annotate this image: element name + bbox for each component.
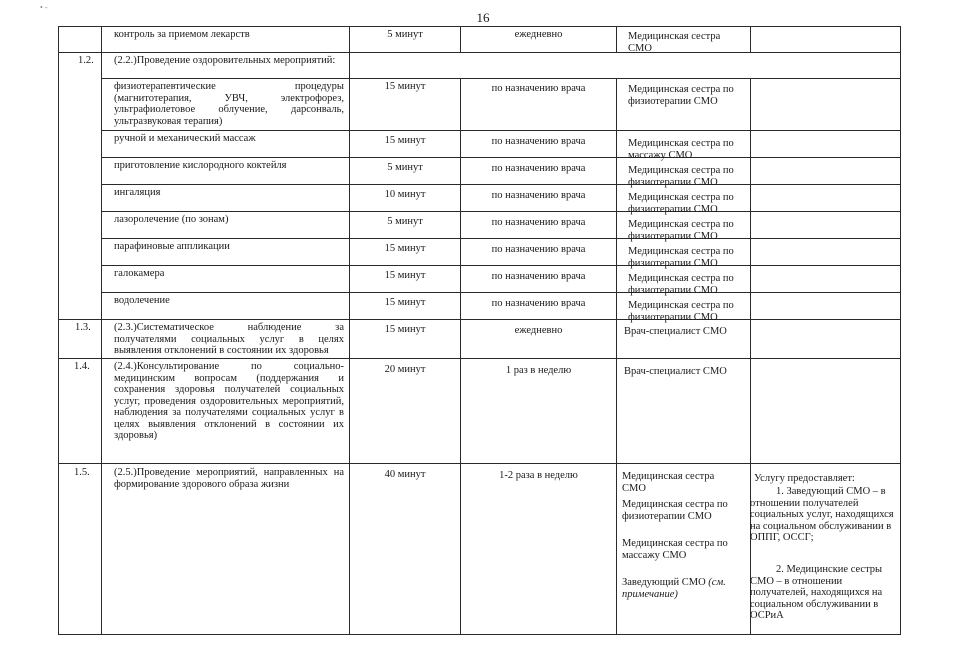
time-cell: 5 минут [387,216,423,227]
executor-cell: Медицинская сестра СМО [622,471,715,494]
page-number: 16 [476,10,490,25]
executor-cell: Медицинская сестра по физиотерапии СМО [628,246,734,269]
executor-cell: Медицинская сестра по физиотерапии СМО [628,273,734,296]
service-cell: лазоролечение (по зонам) [114,214,229,225]
row-number: 1.2. [78,55,94,66]
executor-name: Заведующий СМО [622,577,706,588]
service-cell: ручной и механический массаж [114,133,256,144]
service-cell: приготовление кислородного коктейля [114,160,287,171]
frequency-cell: по назначению врача [491,190,586,201]
note-title: Услугу предоставляет: [754,473,855,484]
time-cell: 15 минут [384,324,426,335]
time-cell: 20 минут [384,364,426,375]
frequency-cell: по назначению врача [491,83,586,94]
time-cell: 15 минут [384,243,426,254]
row-number: 1.3. [75,322,91,333]
service-cell: (2.3.)Систематическое наблюдение за получателями социальных услуг в целях выявления отклонений в состоянии их здоровья [114,322,344,356]
executor-cell: Медицинская сестра по физиотерапии СМО [628,84,734,107]
executor-cell: Медицинская сестра по массажу СМО [622,538,728,561]
executor-cell: Медицинская сестра по массажу СМО [628,138,734,161]
time-cell: 15 минут [384,270,426,281]
frequency-cell: по назначению врача [491,271,586,282]
time-cell: 5 минут [387,29,423,40]
note-item: 1. Заведующий СМО – в отношении получателей социальных услуг, находящихся на социальном обслуживании в ОППГ, ОССГ; [750,486,894,543]
frequency-cell: по назначению врача [491,244,586,255]
row-number: 1.4. [74,361,90,372]
executor-note: (см. примечание) [622,577,726,600]
time-cell: 15 минут [384,135,426,146]
frequency-cell: по назначению врача [491,217,586,228]
frequency-cell: 1 раз в неделю [505,365,572,376]
frequency-cell: по назначению врача [491,163,586,174]
executor-cell: Медицинская сестра по физиотерапии СМО [628,192,734,215]
corner-mark: • - [40,3,48,12]
time-cell: 15 минут [384,81,426,92]
executor-cell: Медицинская сестра по физиотерапии СМО [628,165,734,188]
executor-cell: Врач-специалист СМО [624,326,727,337]
note-item: 2. Медицинские сестры СМО – в отношении получателей, находящихся на социальном обслуживании в ОСРиА [750,564,883,621]
frequency-cell: ежедневно [514,29,563,40]
service-cell: водолечение [114,295,170,306]
executor-cell [622,577,746,600]
service-cell: галокамера [114,268,165,279]
time-cell: 5 минут [387,162,423,173]
time-cell: 40 минут [384,469,426,480]
service-cell: (2.5.)Проведение мероприятий, направленных на формирование здорового образа жизни [114,467,344,490]
service-cell: (2.4.)Консультирование по социально-медицинским вопросам (поддержания и сохранения здоровья получателей социальных услуг, проведения оздоровительных мероприятий, наблюдения за получателями социальных услуг в целях выявления отклонений в состоянии их здоровья) [114,361,344,441]
service-cell: ингаляция [114,187,161,198]
executor-cell: Врач-специалист СМО [624,366,727,377]
executor-cell: Медицинская сестра СМО [628,31,721,54]
executor-cell: Медицинская сестра по физиотерапии СМО [622,499,728,522]
service-cell: парафиновые аппликации [114,241,230,252]
service-cell: физиотерапевтические процедуры (магнитотерапия, УВЧ, электрофорез, ультрафиолетовое облучение, дарсонваль, ультразвуковая терапия) [114,81,344,127]
frequency-cell: ежедневно [514,325,563,336]
frequency-cell: по назначению врача [491,298,586,309]
row-number: 1.5. [74,467,90,478]
time-cell: 15 минут [384,297,426,308]
executor-cell: Медицинская сестра по физиотерапии СМО [628,300,734,323]
frequency-cell: 1-2 раза в неделю [499,470,578,481]
service-cell: контроль за приемом лекарств [114,29,250,40]
section-title: (2.2.)Проведение оздоровительных мероприятий: [114,55,336,66]
frequency-cell: по назначению врача [491,136,586,147]
time-cell: 10 минут [384,189,426,200]
executor-cell: Медицинская сестра по физиотерапии СМО [628,219,734,242]
